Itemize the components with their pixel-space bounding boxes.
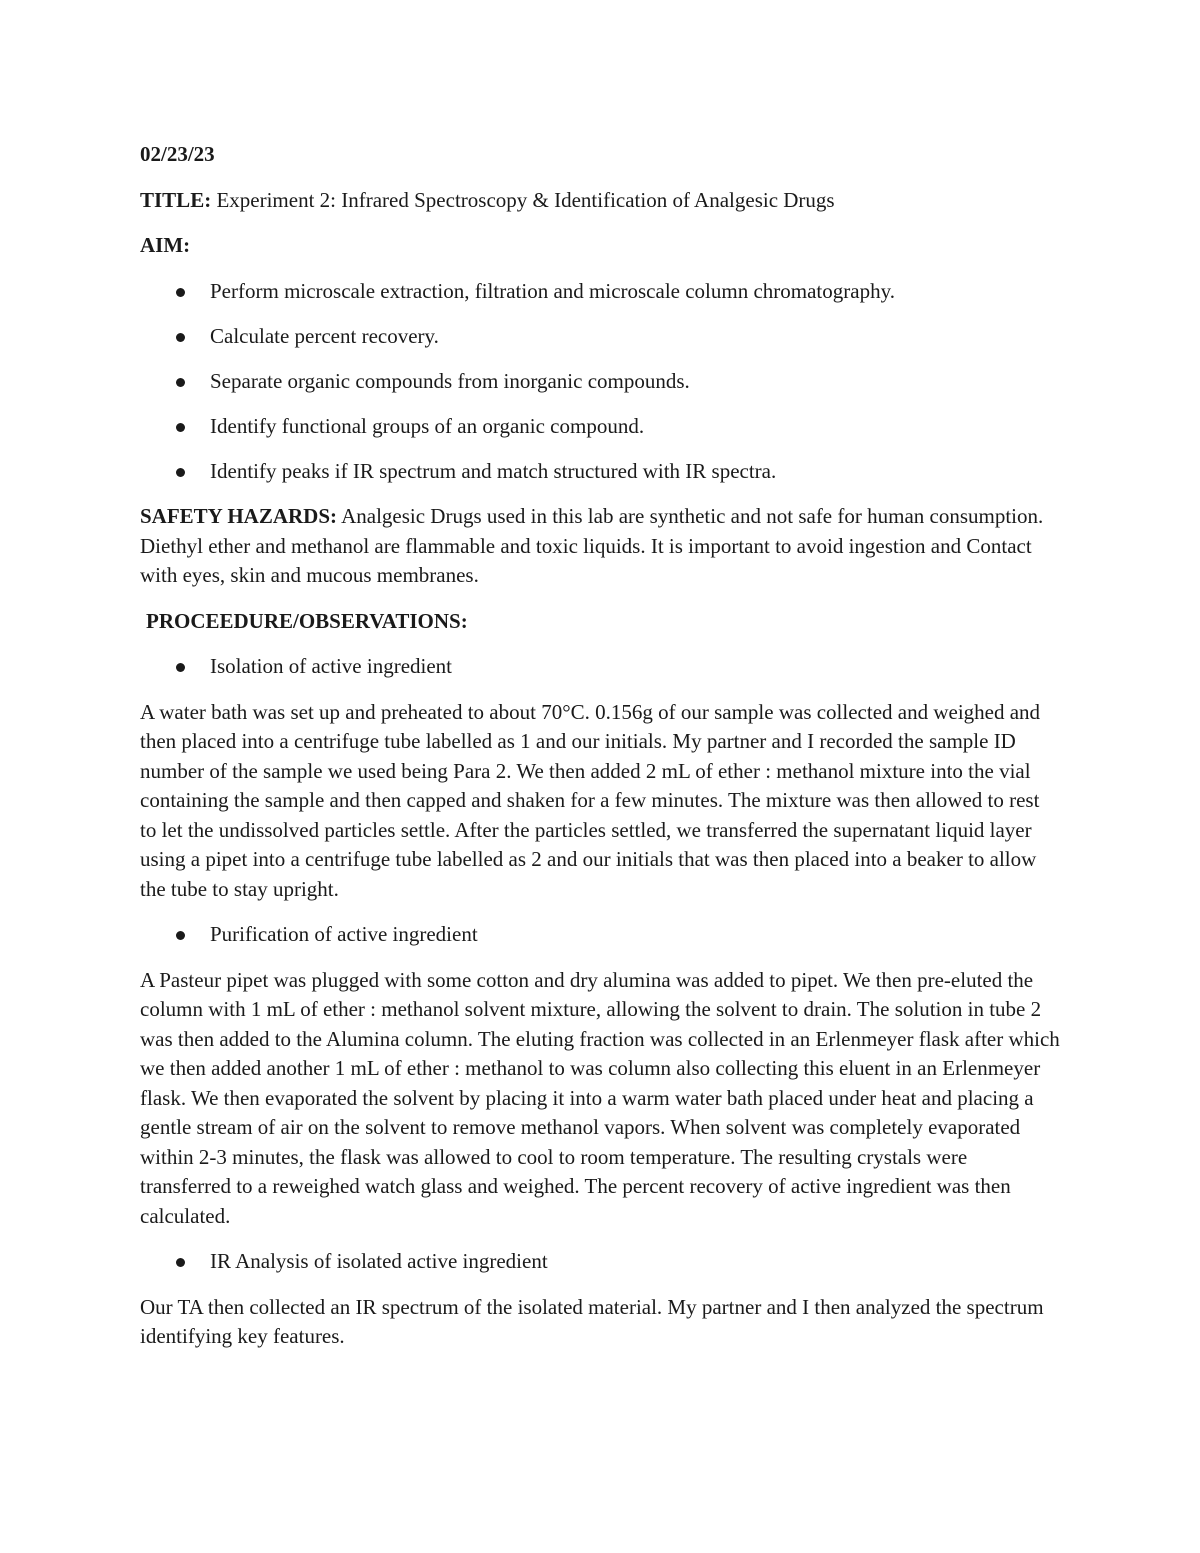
bullet-icon bbox=[176, 931, 185, 940]
aim-item bbox=[140, 367, 1060, 397]
safety-paragraph bbox=[140, 502, 1060, 591]
section-heading bbox=[140, 1247, 1060, 1277]
aim-item bbox=[140, 412, 1060, 442]
section-paragraph: A water bath was set up and preheated to about 70°C. 0.156g of our sample was collected and weighed and then placed into a centrifuge tube labelled as 1 and our initials. My partner and I recorded the sample ID number of the sample we used being Para 2. We then added 2 mL of ether : methanol mixture into the vial containing the sample and then capped and shaken for a few minutes. The mixture was then allowed to rest to let the undissolved particles settle. After the particles settled, we transferred the supernatant liquid layer using a pipet into a centrifuge tube labelled as 2 and our initials that was then placed into a beaker to allow the tube to stay upright. bbox=[140, 699, 1041, 901]
safety-text: Analgesic Drugs used in this lab are synthetic and not safe for human consumption. Diethyl ether and methanol are flammable and toxic liquids. It is important to avoid ingestion and Contact with eyes, skin and mucous membranes. bbox=[140, 504, 1044, 587]
aim-item-text: Separate organic compounds from inorganic compounds. bbox=[210, 368, 690, 393]
bullet-icon bbox=[176, 1258, 185, 1267]
procedure-heading-3 bbox=[140, 1247, 1060, 1277]
section-heading-text: IR Analysis of isolated active ingredient bbox=[210, 1249, 548, 1273]
title-text: Experiment 2: Infrared Spectroscopy & Identification of Analgesic Drugs bbox=[211, 187, 835, 212]
procedure-heading-2 bbox=[140, 920, 1060, 950]
section-heading-text: Isolation of active ingredient bbox=[210, 654, 453, 678]
aim-item-text: Calculate percent recovery. bbox=[210, 323, 439, 348]
aim-item-text: Perform microscale extraction, filtration and microscale column chromatography. bbox=[210, 278, 895, 303]
bullet-icon bbox=[176, 288, 185, 297]
bullet-icon bbox=[176, 468, 185, 477]
aim-item bbox=[140, 457, 1060, 487]
document-page bbox=[140, 140, 1060, 1368]
bullet-icon bbox=[176, 333, 185, 342]
aim-label: AIM: bbox=[140, 233, 191, 257]
section-heading-text: Purification of active ingredient bbox=[210, 922, 478, 946]
section-heading bbox=[140, 652, 1060, 682]
date: 02/23/23 bbox=[140, 142, 215, 166]
section-heading bbox=[140, 920, 1060, 950]
aim-item-text: Identify functional groups of an organic compound. bbox=[210, 413, 645, 438]
aim-item bbox=[140, 277, 1060, 307]
safety-label: SAFETY HAZARDS: bbox=[140, 504, 337, 528]
section-paragraph: Our TA then collected an IR spectrum of the isolated material. My partner and I then analyzed the spectrum identifying key features. bbox=[140, 1294, 1044, 1348]
section-paragraph: A Pasteur pipet was plugged with some cotton and dry alumina was added to pipet. We then pre-eluted the column with 1 mL of ether : methanol solvent mixture, allowing the solvent to drain. The solution in tube 2 was then added to the Alumina column. The eluting fraction was collected in an Erlenmeyer flask after which we then added another 1 mL of ether : methanol to was column also collecting this eluent in an Erlenmeyer flask. We then evaporated the solvent by placing it into a warm water bath placed under heat and placing a gentle stream of air on the solvent to remove methanol vapors. When solvent was completely evaporated within 2-3 minutes, the flask was allowed to cool to room temperature. The resulting crystals were transferred to a reweighed watch glass and weighed. The percent recovery of active ingredient was then calculated. bbox=[140, 967, 1060, 1228]
bullet-icon bbox=[176, 663, 185, 672]
bullet-icon bbox=[176, 423, 185, 432]
aim-item bbox=[140, 322, 1060, 352]
procedure-label: PROCEEDURE/OBSERVATIONS: bbox=[146, 608, 468, 633]
procedure-heading-1 bbox=[140, 652, 1060, 682]
aim-list bbox=[140, 277, 1060, 487]
title-line bbox=[140, 186, 1060, 216]
bullet-icon bbox=[176, 378, 185, 387]
title-label: TITLE: bbox=[140, 187, 212, 212]
aim-item-text: Identify peaks if IR spectrum and match structured with IR spectra. bbox=[210, 458, 777, 483]
